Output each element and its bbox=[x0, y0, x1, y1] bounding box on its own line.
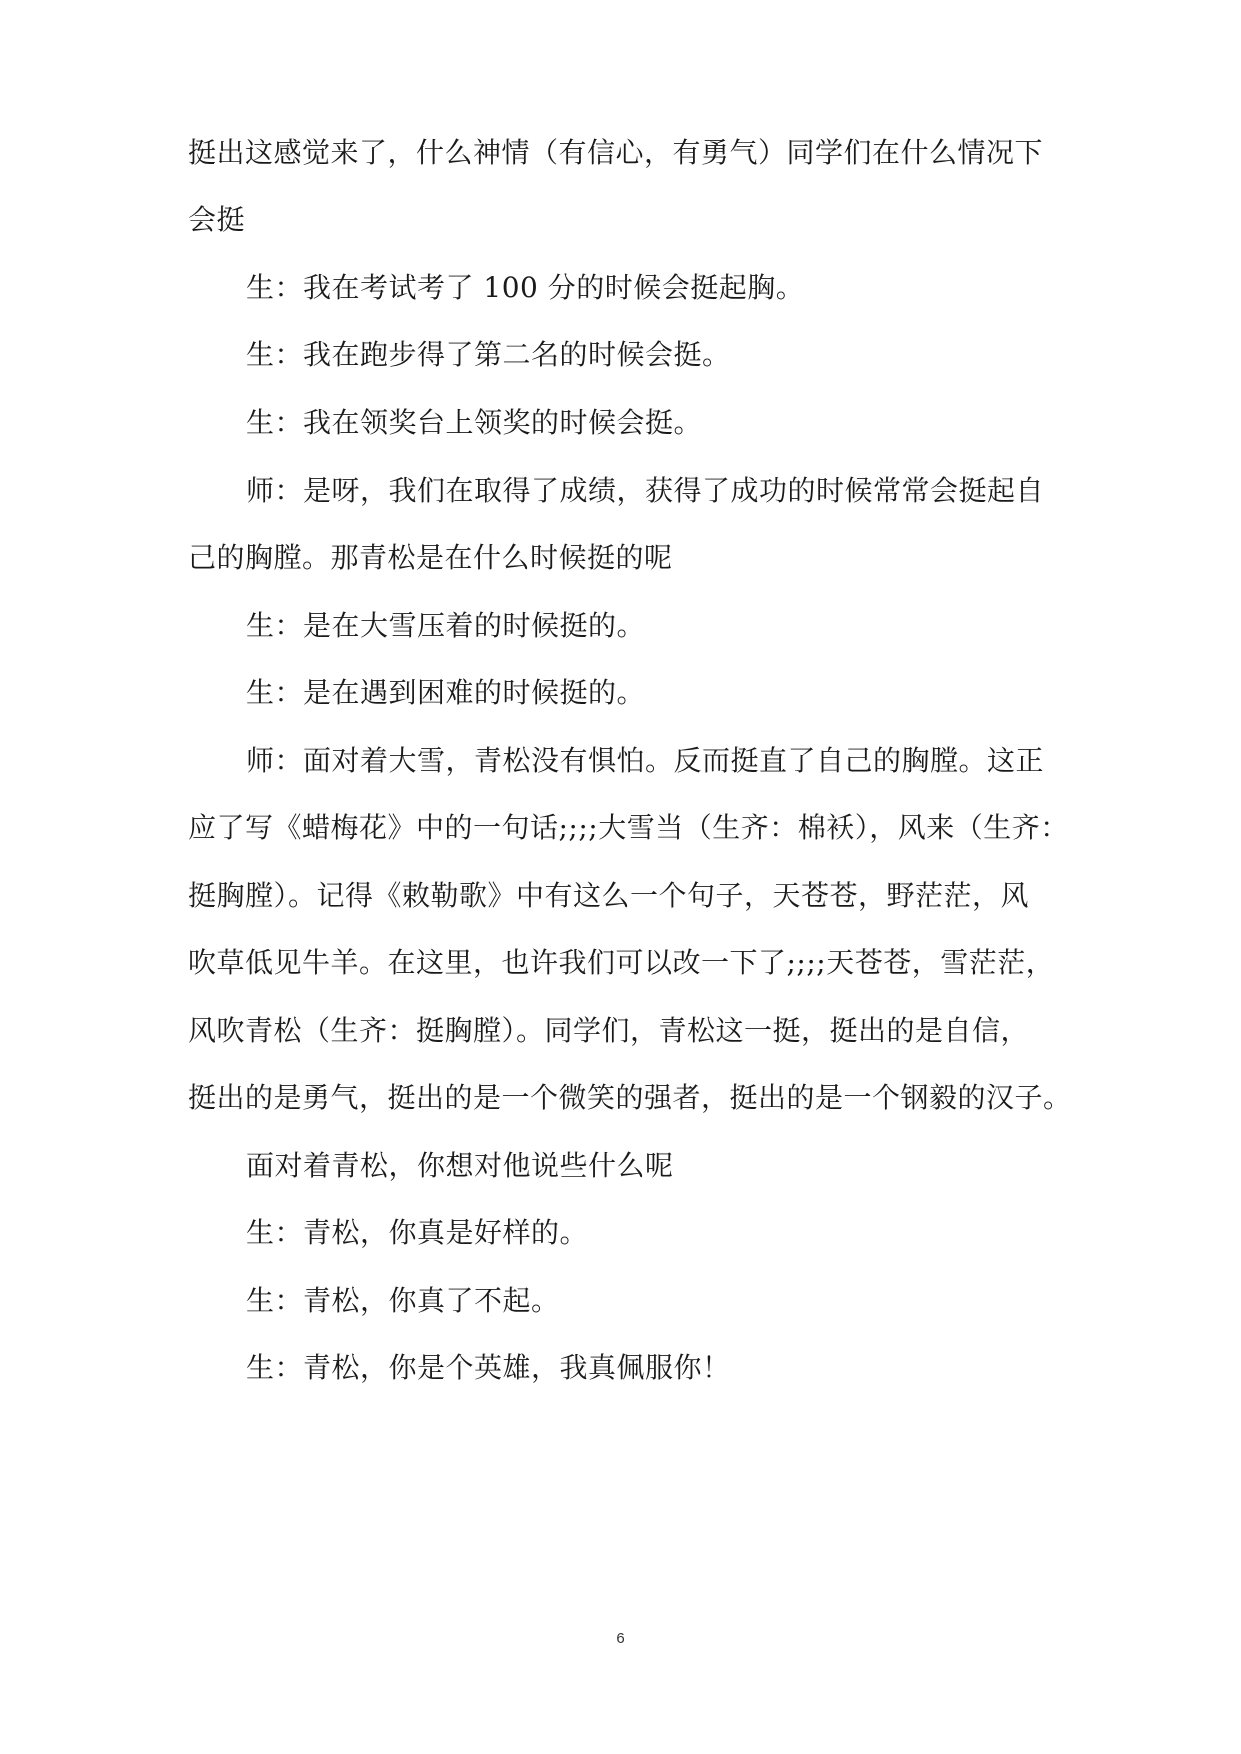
text-line: 生：是在遇到困难的时候挺的。 bbox=[246, 676, 646, 709]
text-line: 生：青松，你真了不起。 bbox=[246, 1284, 560, 1317]
text-line: 生：是在大雪压着的时候挺的。 bbox=[246, 609, 646, 642]
text-line: 生：我在跑步得了第二名的时候会挺。 bbox=[246, 338, 731, 371]
text-line: 应了写《蜡梅花》中的一句话;;;;大雪当（生齐：棉袄），风来（生齐： bbox=[188, 811, 1069, 844]
text-line: 己的胸膛。那青松是在什么时候挺的呢 bbox=[188, 541, 673, 574]
text-line: 生：我在考试考了 100 分的时候会挺起胸。 bbox=[246, 271, 805, 304]
text-line: 师：是呀，我们在取得了成绩，获得了成功的时候常常会挺起自 bbox=[246, 474, 1045, 507]
text-line: 生：我在领奖台上领奖的时候会挺。 bbox=[246, 406, 703, 439]
text-line: 生：青松，你是个英雄，我真佩服你！ bbox=[246, 1351, 731, 1384]
text-line: 吹草低见牛羊。在这里，也许我们可以改一下了;;;;天苍苍，雪茫茫， bbox=[188, 946, 1055, 979]
text-line: 风吹青松（生齐：挺胸膛）。同学们，青松这一挺，挺出的是自信， bbox=[188, 1014, 1030, 1047]
text-line: 挺胸膛）。记得《敕勒歌》中有这么一个句子，天苍苍，野茫茫，风 bbox=[188, 879, 1030, 912]
text-line: 生：青松，你真是好样的。 bbox=[246, 1216, 589, 1249]
text-line: 挺出这感觉来了，什么神情（有信心，有勇气）同学们在什么情况下 bbox=[188, 136, 1044, 169]
text-line: 师：面对着大雪，青松没有惧怕。反而挺直了自己的胸膛。这正 bbox=[246, 744, 1045, 777]
page-number: 6 bbox=[616, 1630, 625, 1647]
text-line: 挺出的是勇气，挺出的是一个微笑的强者，挺出的是一个钢毅的汉子。 bbox=[188, 1081, 1072, 1114]
text-line: 会挺 bbox=[188, 203, 246, 236]
text-line: 面对着青松，你想对他说些什么呢 bbox=[246, 1149, 674, 1182]
